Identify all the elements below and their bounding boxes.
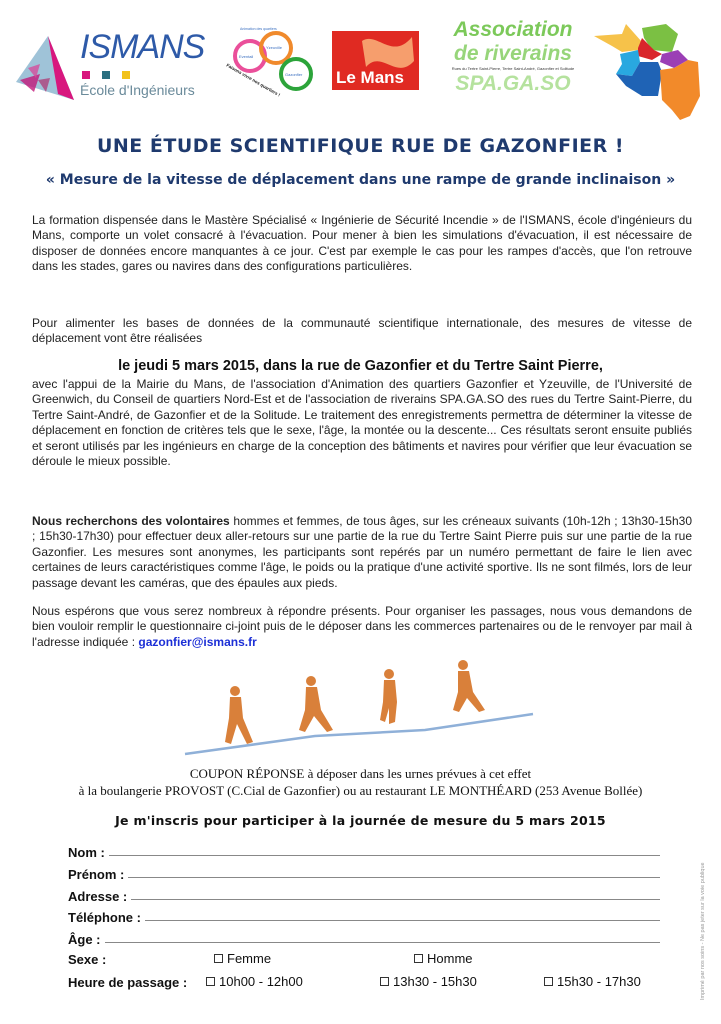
partners-paragraph: avec l'appui de la Mairie du Mans, de l'association d'Animation des quartiers Gazonfier et Yzeuville, de l'Université de Greenwich, du Conseil de quartiers Nord-Est et de l'association de riverains SPA.GA.SO des rues du Tertre Saint-Pierre, du Tertre Saint-André, de Gazonfier et de la Solitude. Le traitement des enregistrements permettra de déterminer la vitesse de déplacement en fonction de critères tels que le sexe, l'âge, la montée ou la descente... Ces résultats seront ensuite publiés et seront utilisés par les ingénieurs en charge de la conception des bâtiments et navires pour vérifier que leur évacuation se déroule le mieux possible. <box>32 377 692 469</box>
quartiers-logo <box>226 22 326 112</box>
nom-label: Nom : <box>68 845 105 860</box>
page-title: UNE ÉTUDE SCIENTIFIQUE RUE DE GAZONFIER ! <box>96 135 625 157</box>
ismans-wordmark: ISMANS <box>80 28 205 66</box>
ismans-logo <box>14 28 214 108</box>
telephone-label: Téléphone : <box>68 910 141 925</box>
form-row-age <box>68 929 660 947</box>
form-row-prenom <box>68 864 660 882</box>
checkbox-icon[interactable] <box>414 954 423 963</box>
closing-paragraph <box>32 604 692 650</box>
circle-label-eventail: Eventail <box>239 54 254 59</box>
time-option-1[interactable] <box>206 974 303 989</box>
ismans-tagline: École d'Ingénieurs <box>80 82 195 98</box>
checkbox-icon[interactable] <box>206 977 215 986</box>
walker-4-icon <box>453 660 485 712</box>
circle-label-gazonfier: Gazonfier <box>285 72 303 77</box>
time-label-text: Heure de passage : <box>68 975 188 990</box>
sex-label <box>68 951 106 969</box>
contact-email-link[interactable]: gazonfier@ismans.fr <box>138 634 257 649</box>
time-option-2[interactable] <box>380 974 477 989</box>
intro-paragraph: La formation dispensée dans le Mastère Spécialisé « Ingénierie de Sécurité Incendie » de l'ISMANS, école d'ingénieurs du Mans, comporte un volet consacré à l'évacuation. Pour mener à bien les simulations d'évacuation, il est nécessaire de disposer de données encore manquantes à ce jour. C'est par exemple le cas pour les rampes d'accès, que l'on retrouve dans les stades, gares ou navires dans des configurations particulières. <box>32 213 692 274</box>
database-paragraph: Pour alimenter les bases de données de la communauté scientifique internationale, des mesures de vitesse de déplacement vont être réalisées <box>32 316 692 346</box>
ismans-square-yellow <box>122 71 130 79</box>
closing-text: Nous espérons que vous serez nombreux à répondre présents. Pour organiser les passages, nous vous demandons de bien vouloir remplir le questionnaire ci-joint puis de le déposer dans les commerces partenaires ou de le renvoyer par mail à l'adresse indiquée : <box>32 604 692 649</box>
district-map-icon <box>592 16 720 124</box>
association-logo <box>438 18 588 108</box>
association-line3: SPA.GA.SO <box>455 72 571 95</box>
ismans-square-magenta <box>82 71 90 79</box>
circle-label-yzeuville: Yzeuville <box>266 45 283 50</box>
sex-option-homme[interactable] <box>414 951 473 966</box>
ismans-pyramid-icon <box>14 34 76 104</box>
walker-3-icon <box>380 669 397 724</box>
event-date-line: le jeudi 5 mars 2015, dans la rue de Gazonfier et du Tertre Saint Pierre, <box>118 358 603 374</box>
time-option-3[interactable] <box>544 974 641 989</box>
prenom-label: Prénom : <box>68 867 125 882</box>
telephone-field[interactable] <box>145 919 660 921</box>
print-notice <box>690 830 704 1000</box>
walker-2-icon <box>299 676 333 732</box>
walkers-illustration <box>175 650 545 760</box>
ismans-square-teal <box>102 71 110 79</box>
sex-label-text: Sexe : <box>68 952 107 967</box>
checkbox-icon[interactable] <box>380 977 389 986</box>
time-label <box>68 974 187 992</box>
lemans-text: Le Mans <box>336 68 405 87</box>
time-option-3-label: 15h30 - 17h30 <box>557 974 641 989</box>
coupon-line-2: à la boulangerie PROVOST (C.Cial de Gazonfier) ou au restaurant LE MONTHÉARD (253 Avenue Bollée) <box>78 783 643 798</box>
volunteers-text: hommes et femmes, de tous âges, sur les créneaux suivants (10h-12h ; 13h30-15h30 ; 15h30-17h30) pour effectuer deux aller-retours sur une partie de la rue du Tertre Saint Pierre puis sur une partie de la rue Gazonfier. Les mesures sont anonymes, les participants sont repérés par un numéro permettant de faire le lien avec certaines de leurs caractéristiques comme l'âge, le poids ou la pratique d'une activité sportive. Ils ne sont filmés, lors de leur passage devant les caméras, que des épaules aux pieds. <box>32 514 692 590</box>
walkers-svg <box>175 650 545 760</box>
adresse-field[interactable] <box>131 898 660 900</box>
volunteers-paragraph <box>32 514 692 591</box>
quartiers-top-text: Animation des quartiers <box>240 27 277 31</box>
page-subtitle: « Mesure de la vitesse de déplacement dans une rampe de grande inclinaison » <box>45 172 676 188</box>
registration-heading: Je m'inscris pour participer à la journée de mesure du 5 mars 2015 <box>115 813 606 828</box>
adresse-label: Adresse : <box>68 889 128 904</box>
coupon-line-1: COUPON RÉPONSE à déposer dans les urnes prévues à cet effet <box>189 766 532 781</box>
sex-option-homme-label: Homme <box>427 951 473 966</box>
checkbox-icon[interactable] <box>544 977 553 986</box>
district-map-logo <box>592 16 720 124</box>
age-field[interactable] <box>105 941 661 943</box>
sex-option-femme-label: Femme <box>227 951 272 966</box>
association-line2: de riverains <box>454 42 572 65</box>
age-label: Âge : <box>68 932 101 947</box>
form-row-telephone <box>68 907 660 925</box>
time-option-2-label: 13h30 - 15h30 <box>393 974 477 989</box>
print-notice-text: Imprimé par nos soins - Ne pas jeter sur la voie publique <box>700 862 706 1000</box>
sex-option-femme[interactable] <box>214 951 271 966</box>
quartiers-slogan: Faisons vivre nos quartiers ! <box>226 62 282 98</box>
checkbox-icon[interactable] <box>214 954 223 963</box>
quartiers-circles-icon <box>226 22 326 112</box>
walker-1-icon <box>225 686 253 744</box>
lemans-logo <box>332 31 419 90</box>
volunteers-heading: Nous recherchons des volontaires <box>32 514 230 528</box>
prenom-field[interactable] <box>128 876 660 878</box>
form-row-adresse <box>68 886 660 904</box>
nom-field[interactable] <box>109 854 660 856</box>
time-option-1-label: 10h00 - 12h00 <box>219 974 303 989</box>
form-row-nom <box>68 842 660 860</box>
association-streets: Rues du Tertre Saint-Pierre, Tertre Saint-André, Gazonfier et Solitude <box>451 66 575 71</box>
association-line1: Association <box>453 18 573 41</box>
